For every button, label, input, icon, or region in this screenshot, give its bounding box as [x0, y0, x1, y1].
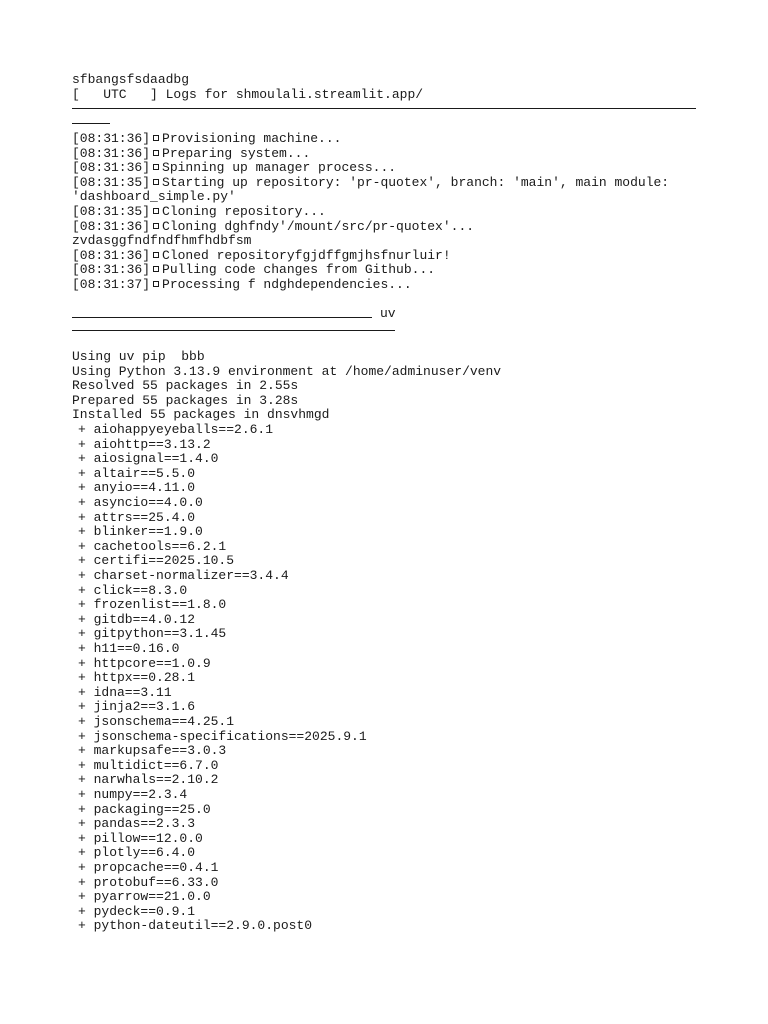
install-line: Prepared 55 packages in 3.28s — [72, 392, 299, 408]
bullet-square-icon — [153, 266, 159, 272]
package-line: + httpx==0.28.1 — [78, 670, 196, 686]
package-line: + httpcore==1.0.9 — [78, 655, 211, 671]
package-line: + packaging==25.0 — [78, 801, 211, 817]
package-line: + asyncio==4.0.0 — [78, 495, 203, 510]
header-divider — [72, 108, 696, 109]
package-line: + protobuf==6.33.0 — [78, 874, 219, 890]
log-line: [08:31:36] Pulling code changes from Github... — [72, 262, 436, 278]
random-header-text: sfbangsfsdaadbg — [72, 72, 190, 87]
package-line: + frozenlist==1.8.0 — [78, 597, 227, 613]
package-line: + multidict==6.7.0 — [78, 757, 219, 773]
package-line: + aiohttp==3.13.2 — [78, 436, 211, 452]
package-line: + jsonschema-specifications==2025.9.1 — [78, 728, 367, 744]
install-line: Resolved 55 packages in 2.55s — [72, 378, 299, 394]
package-line: + idna==3.11 — [78, 684, 172, 700]
log-line-wrap: zvdasggfndfndfhmfhdbfsm — [72, 233, 252, 249]
log-line: [08:31:36] Preparing system... — [72, 145, 311, 161]
package-line: + markupsafe==3.0.3 — [78, 743, 227, 759]
uv-divider-bottom — [72, 330, 395, 331]
uv-label: uv — [380, 306, 396, 321]
log-line: [08:31:35] Cloning repository... — [72, 204, 326, 219]
bullet-square-icon — [153, 252, 159, 258]
bullet-square-icon — [153, 164, 159, 170]
log-line: [08:31:35] Starting up repository: 'pr-quotex', branch: 'main', main module: — [72, 174, 670, 190]
uv-divider-left — [72, 317, 372, 318]
package-line: + certifi==2025.10.5 — [78, 553, 235, 569]
package-line: + aiohappyeyeballs==2.6.1 — [78, 422, 274, 437]
log-line: [08:31:37] Processing f ndghdependencies... — [72, 277, 412, 292]
package-line: + cachetools==6.2.1 — [78, 538, 227, 554]
bullet-square-icon — [153, 223, 159, 229]
package-line: + altair==5.5.0 — [78, 465, 196, 481]
package-line: + pillow==12.0.0 — [78, 830, 203, 846]
bullet-square-icon — [153, 150, 159, 156]
install-line: Using uv pip bbb — [72, 349, 205, 364]
log-line-wrap: 'dashboard_simple.py' — [72, 189, 236, 205]
package-line: + numpy==2.3.4 — [78, 787, 188, 802]
bullet-square-icon — [153, 281, 159, 287]
package-line: + pandas==2.3.3 — [78, 816, 196, 832]
header-divider-wrap — [72, 123, 110, 124]
package-line: + pydeck==0.9.1 — [78, 903, 196, 919]
package-line: + jinja2==3.1.6 — [78, 699, 196, 715]
package-line: + anyio==4.11.0 — [78, 480, 196, 496]
package-line: + narwhals==2.10.2 — [78, 772, 219, 788]
package-line: + gitpython==3.1.45 — [78, 626, 227, 642]
bullet-square-icon — [153, 179, 159, 185]
install-line: Using Python 3.13.9 environment at /home/adminuser/venv — [72, 363, 502, 379]
package-line: + attrs==25.4.0 — [78, 509, 196, 525]
bullet-square-icon — [153, 208, 159, 214]
package-line: + pyarrow==21.0.0 — [78, 889, 211, 905]
package-line: + python-dateutil==2.9.0.post0 — [78, 918, 313, 934]
package-line: + gitdb==4.0.12 — [78, 611, 196, 627]
package-line: + jsonschema==4.25.1 — [78, 714, 235, 729]
log-line: [08:31:36] Provisioning machine... — [72, 131, 342, 146]
install-line: Installed 55 packages in dnsvhmgd — [72, 407, 330, 423]
log-line: [08:31:36] Cloned repositoryfgjdffgmjhsfnurluir! — [72, 247, 451, 263]
package-line: + propcache==0.4.1 — [78, 860, 219, 875]
package-line: + click==8.3.0 — [78, 582, 188, 598]
bullet-square-icon — [153, 135, 159, 141]
log-line: [08:31:36] Cloning dghfndy'/mount/src/pr-quotex'... — [72, 218, 475, 234]
package-line: + blinker==1.9.0 — [78, 524, 203, 540]
logs-title: [ UTC ] Logs for shmoulali.streamlit.app/ — [72, 87, 424, 102]
package-line: + charset-normalizer==3.4.4 — [78, 568, 289, 583]
package-line: + plotly==6.4.0 — [78, 845, 196, 861]
log-line: [08:31:36] Spinning up manager process... — [72, 160, 397, 176]
package-line: + h11==0.16.0 — [78, 641, 180, 656]
package-line: + aiosignal==1.4.0 — [78, 451, 219, 467]
